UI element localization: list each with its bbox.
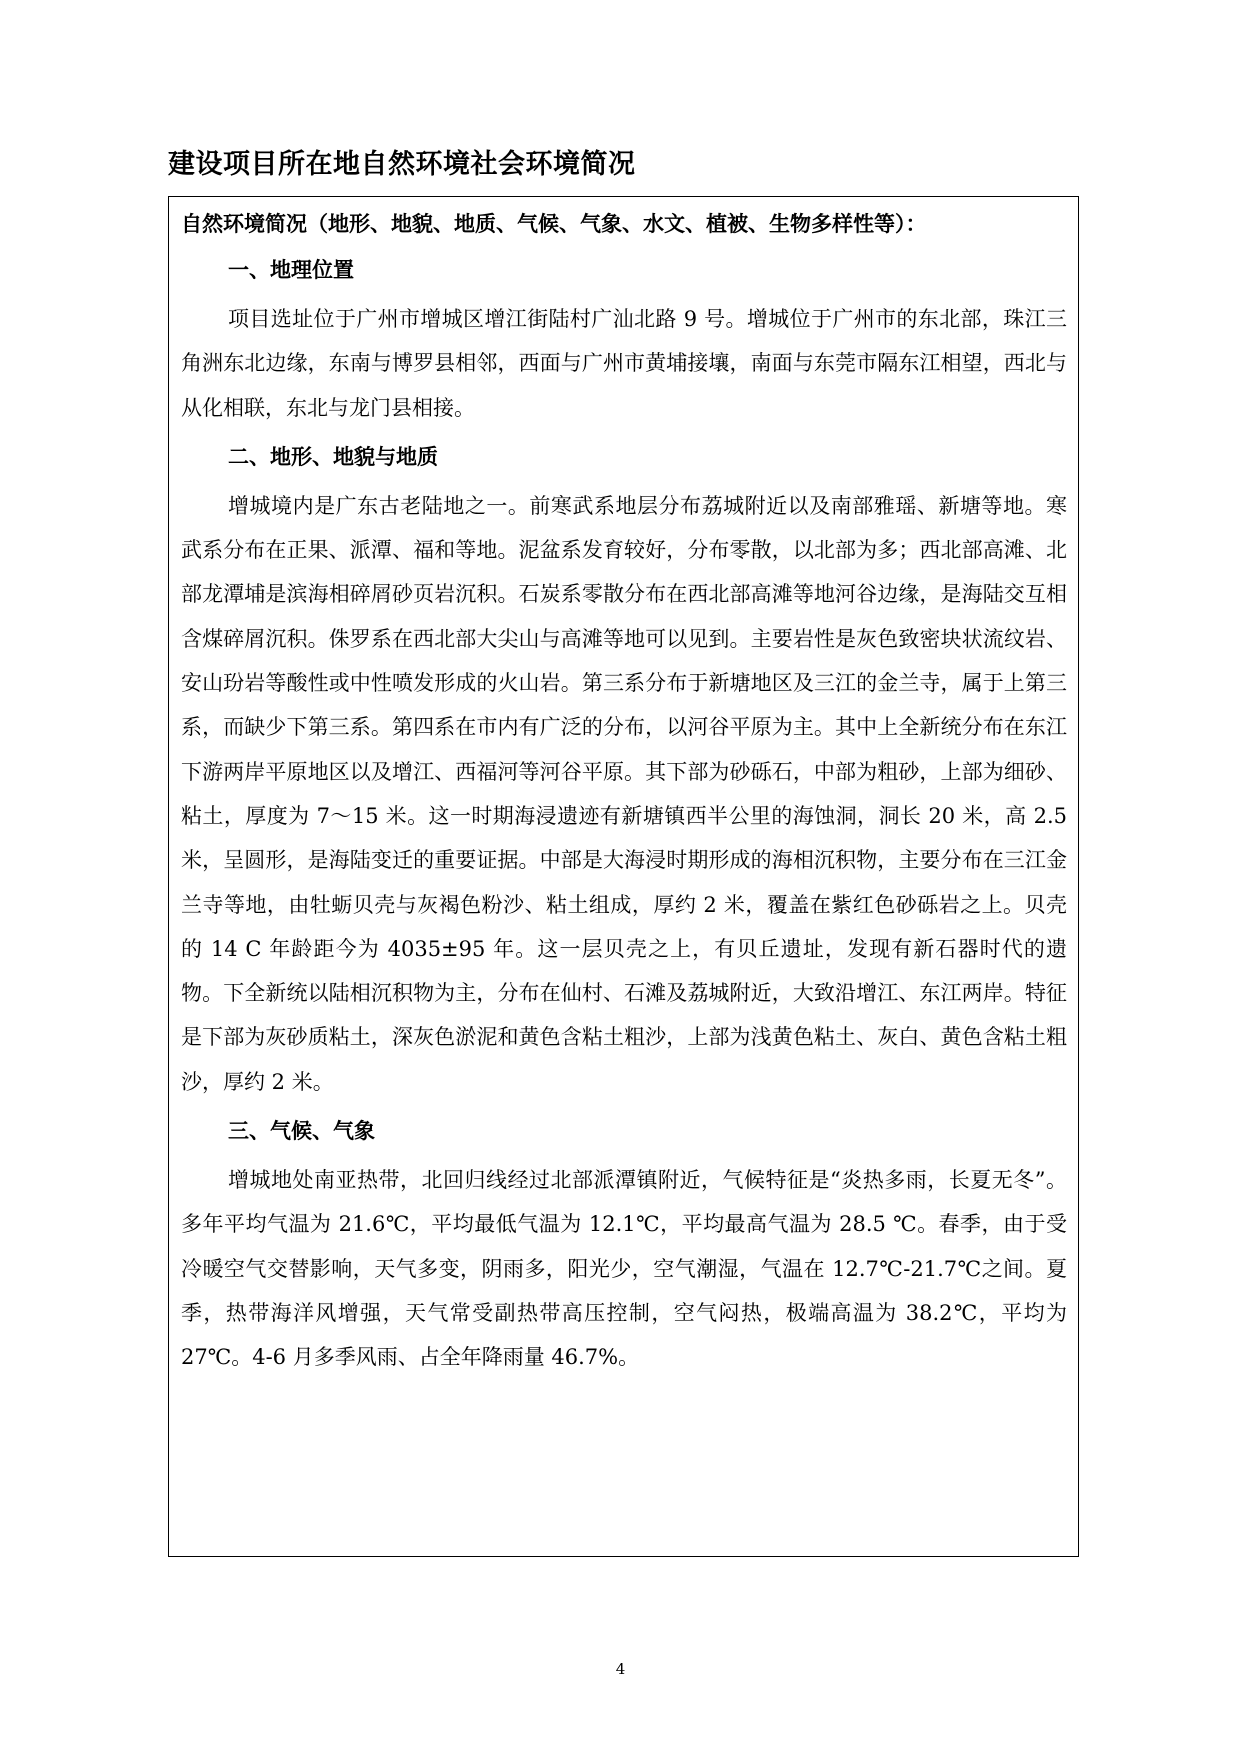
natural-environment-box xyxy=(168,196,1079,1557)
section-paragraph-climate: 增城地处南亚热带，北回归线经过北部派潭镇附近，气候特征是“炎热多雨，长夏无冬”。多年平均气温为 21.6℃，平均最低气温为 12.1℃，平均最高气温为 28.5 ℃。春季，由于受冷暖空气交替影响，天气多变，阴雨多，阳光少，空气潮湿，气温在 12.7℃-21.7℃之间。夏季，热带海洋风增强，天气常受副热带高压控制，空气闷热，极端高温为 38.2℃，平均为 27℃。4-6 月多季风雨、占全年降雨量 46.7%。 xyxy=(181,1168,1067,1370)
section-title-climate: 三、气候、气象 xyxy=(228,1118,375,1144)
section-title-geographic-location: 一、地理位置 xyxy=(228,257,354,282)
box-heading: 自然环境简况（地形、地貌、地质、气候、气象、水文、植被、生物多样性等）： xyxy=(181,211,927,236)
page-number: 4 xyxy=(615,1660,626,1678)
section-title-terrain-geology: 二、地形、地貌与地质 xyxy=(228,443,438,469)
page-title: 建设项目所在地自然环境社会环境简况 xyxy=(168,149,636,180)
section-paragraph-terrain-geology: 增城境内是广东古老陆地之一。前寒武系地层分布荔城附近以及南部雅瑶、新塘等地。寒武系分布在正果、派潭、福和等地。泥盆系发育较好，分布零散，以北部为多；西北部高滩、北部龙潭埔是滨海相碎屑砂页岩沉积。石炭系零散分布在西北部高滩等地河谷边缘，是海陆交互相含煤碎屑沉积。侏罗系在西北部大尖山与高滩等地可以见到。主要岩性是灰色致密块状流纹岩、安山玢岩等酸性或中性喷发形成的火山岩。第三系分布于新塘地区及三江的金兰寺，属于上第三系，而缺少下第三系。第四系在市内有广泛的分布，以河谷平原为主。其中上全新统分布在东江下游两岸平原地区以及增江、西福河等河谷平原。其下部为砂砾石，中部为粗砂，上部为细砂、粘土，厚度为 7～15 米。这一时期海浸遗迹有新塘镇西半公里的海蚀洞，洞长 20 米，高 2.5 米，呈圆形，是海陆变迁的重要证据。中部是大海浸时期形成的海相沉积物，主要分布在三江金兰寺等地，由牡蛎贝壳与灰褐色粉沙、粘土组成，厚约 2 米，覆盖在紫红色砂砾岩之上。贝壳的 14 C 年龄距今为 4035±95 年。这一层贝壳之上，有贝丘遗址，发现有新石器时代的遗物。下全新统以陆相沉积物为主，分布在仙村、石滩及荔城附近，大致沿增江、东江两岸。特征是下部为灰砂质粘土，深灰色淤泥和黄色含粘土粗沙，上部为浅黄色粘土、灰白、黄色含粘土粗沙，厚约 2 米。 xyxy=(181,493,1067,1094)
section-paragraph-geographic-location: 项目选址位于广州市增城区增江街陆村广汕北路 9 号。增城位于广州市的东北部，珠江三角洲东北边缘，东南与博罗县相邻，西面与广州市黄埔接壤，南面与东莞市隔东江相望，西北与从化相联，东北与龙门县相接。 xyxy=(181,307,1067,420)
